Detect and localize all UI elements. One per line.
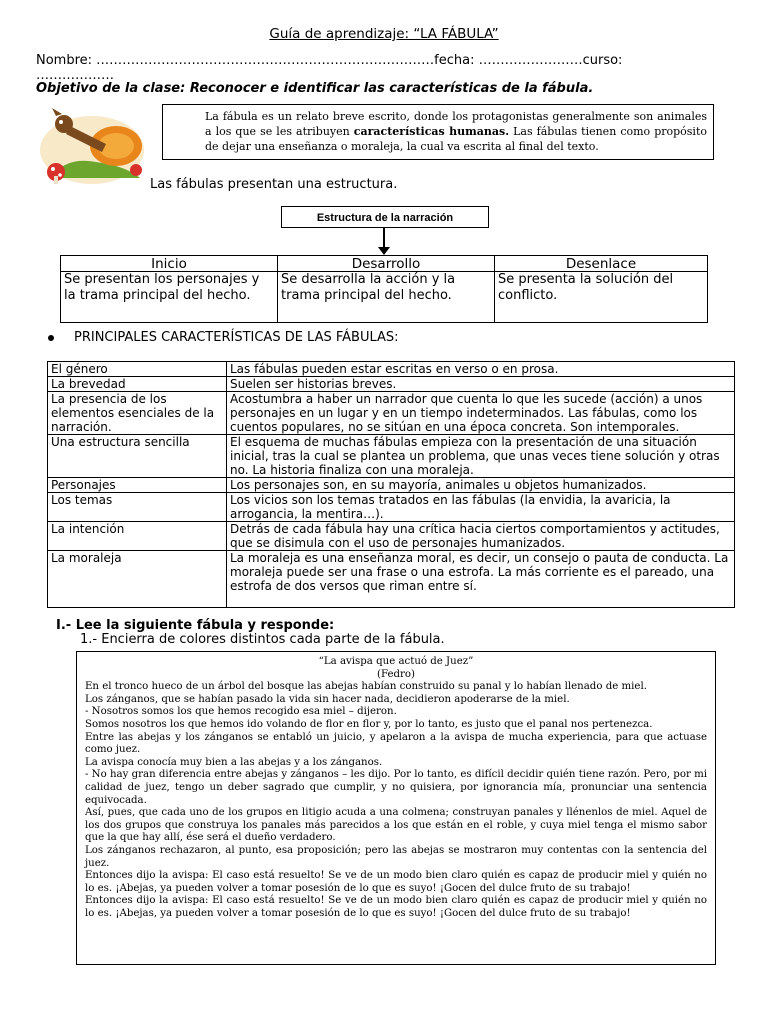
narrative-structure-box: Estructura de la narración: [281, 206, 489, 228]
cell-desarrollo: Se desarrolla la acción y la trama principal del hecho.: [278, 272, 495, 323]
fable-paragraph: Entre las abejas y los zánganos se entabló un juicio, y apelaron a la avispa de mucha experiencia, para que actuase como juez.: [85, 731, 707, 756]
fable-paragraph: Los zánganos rechazaron, al punto, esa proposición; pero las abejas se mostraron muy contentas con la sentencia del juez.: [85, 844, 707, 869]
structure-table: [60, 255, 708, 323]
table-row: Una estructura sencilla El esquema de muchas fábulas empieza con la presentación de una situación inicial, tras la cual se plantea un problema, que unas veces tiene solución y otras no. La historia finaliza con una moraleja.: [48, 435, 735, 478]
table-row: El género Las fábulas pueden estar escritas en verso o en prosa.: [48, 362, 735, 377]
fable-clipart-image: [36, 106, 152, 186]
fable-paragraph: Los zánganos, que se habían pasado la vida sin hacer nada, decidieron apoderarse de la miel.: [85, 693, 570, 705]
bullet-icon: [48, 335, 54, 341]
table-row: La brevedad Suelen ser historias breves.: [48, 377, 735, 392]
header-desenlace: Desenlace: [495, 256, 708, 272]
fable-definition-box: La fábula es un relato breve escrito, donde los protagonistas generalmente son animales a los que se les atribuyen características humanas. Las fábulas tienen como propósito de dejar una enseñanza o moraleja, la cual va escrita al final del texto.: [162, 104, 714, 160]
table-row: La moraleja La moraleja es una enseñanza moral, es decir, un consejo o pauta de conducta. La moraleja puede ser una frase o una estrofa. La más corriente es el pareado, una estrofa de dos versos que riman entre sí.: [48, 551, 735, 608]
section-heading: I.- Lee la siguiente fábula y responde:: [56, 618, 335, 633]
cell-inicio: Se presentan los personajes y la trama principal del hecho.: [61, 272, 278, 323]
table-row: La presencia de los elementos esenciales de la narración. Acostumbra a haber un narrador que cuenta lo que les sucede (acción) a unos personajes en un lugar y en un tiempo indeterminados. Las fábulas, como los cuentos populares, no se sitúan en una época concreta. Son intemporales.: [48, 392, 735, 435]
fable-paragraph: - Nosotros somos los que hemos recogido esa miel – dijeron.: [85, 706, 397, 718]
table-row: La intención Detrás de cada fábula hay una crítica hacia ciertos comportamientos y actitudes, que se disimula con el uso de personajes humanizados.: [48, 522, 735, 551]
structure-intro-text: Las fábulas presentan una estructura.: [150, 177, 398, 192]
arrow-head-icon: [378, 247, 390, 255]
fable-paragraph: Entonces dijo la avispa: El caso está resuelto! Se ve de un modo bien claro quién es capaz de producir miel y quién no lo es. ¡Abejas, ya pueden volver a tomar posesión de lo que es suyo! ¡Gocen del dulce fruto de su trabajo!: [85, 895, 707, 919]
fable-paragraph: La avispa conocía muy bien a las abejas y a los zánganos.: [85, 756, 383, 768]
fable-paragraph: Así, pues, que cada uno de los grupos en litigio acuda a una colmena; construyan panales y llénenlos de miel. Aquel de los dos grupos que construya los panales más parecidos a los que están en el roble, y cuya miel tenga el mismo sabor que la que hay allí, ése será el dueño verdadero.: [85, 807, 707, 844]
fable-paragraph: Somos nosotros los que hemos ido volando de flor en flor y, por lo tanto, es justo que el panal nos pertenezca.: [85, 718, 653, 730]
class-objective: Objetivo de la clase: Reconocer e identificar las características de la fábula.: [36, 81, 594, 96]
fable-author: (Fedro): [376, 668, 415, 680]
table-row: Personajes Los personajes son, en su mayoría, animales u objetos humanizados.: [48, 478, 735, 493]
fable-title: “La avispa que actuó de Juez”: [318, 656, 474, 667]
header-desarrollo: Desarrollo: [278, 256, 495, 272]
fable-paragraph: En el tronco hueco de un árbol del bosque las abejas habían construido su panal y lo habían llenado de miel.: [85, 681, 647, 693]
fable-paragraph: - No hay gran diferencia entre abejas y zánganos – les dijo. Por lo tanto, es difícil decidir quién tiene razón. Pero, por mi calidad de juez, tengo un deber sagrado que cumplir, y no quisiera, por ignorancia mía, pronunciar una sentencia equivocada.: [85, 769, 707, 806]
table-row: Los temas Los vicios son los temas tratados en las fábulas (la envidia, la avaricia, la arrogancia, la mentira…).: [48, 493, 735, 522]
fable-text-box: [76, 651, 716, 965]
characteristics-heading: PRINCIPALES CARACTERÍSTICAS DE LAS FÁBULAS:: [48, 330, 399, 345]
name-date-course-line: Nombre: ……………………………………………………………………fecha: ……………………curso:: [36, 53, 623, 68]
characteristics-table: [47, 361, 735, 608]
page-title: Guía de aprendizaje: “LA FÁBULA”: [269, 26, 499, 42]
header-inicio: Inicio: [61, 256, 278, 272]
section-instruction: 1.- Encierra de colores distintos cada parte de la fábula.: [80, 632, 445, 647]
cell-desenlace: Se presenta la solución del conflicto.: [495, 272, 708, 323]
fable-paragraph: Entonces dijo la avispa: El caso está resuelto! Se ve de un modo bien claro quién es capaz de producir miel y quién no lo es. ¡Abejas, ya pueden volver a tomar posesión de lo que es suyo! ¡Gocen del dulce fruto de su trabajo!: [85, 870, 707, 894]
course-dots: ………………: [36, 68, 114, 83]
